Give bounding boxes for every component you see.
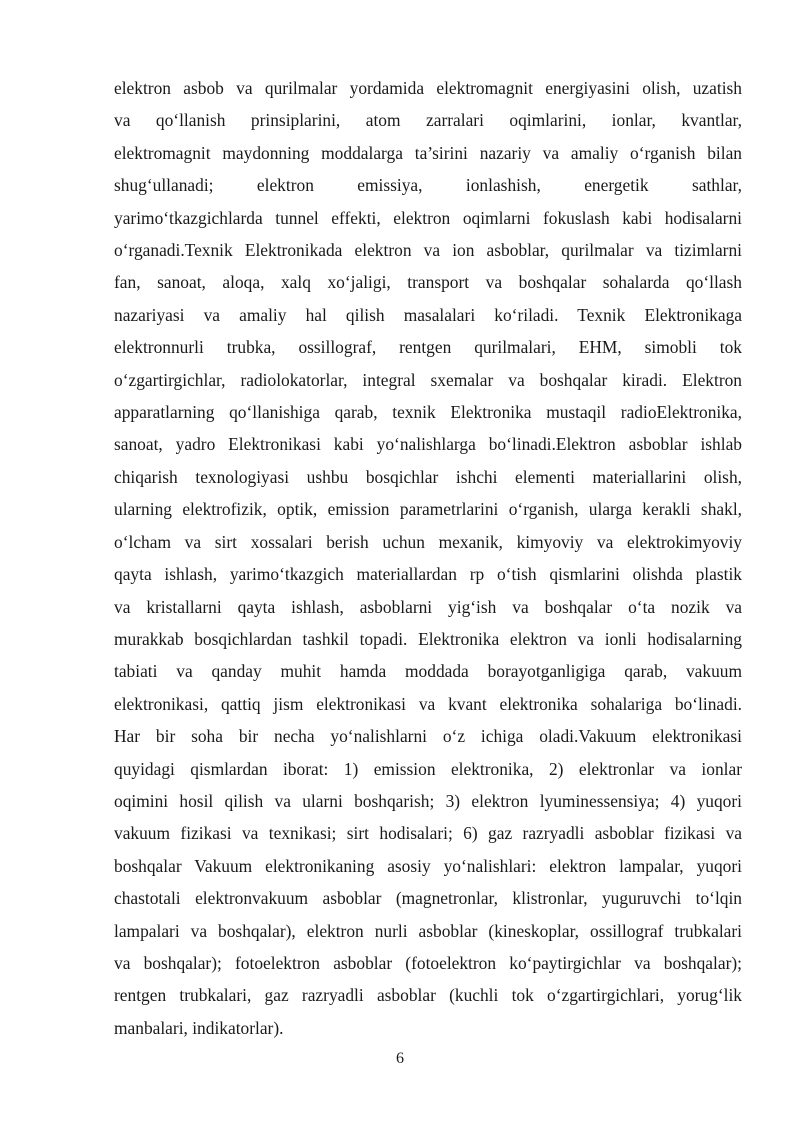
paragraph-line: manbalari, indikatorlar). — [114, 1017, 284, 1038]
paragraph-line: lampalari va boshqalar), elektron nurli asboblar (kineskoplar, ossillograf trubkalari — [114, 920, 742, 941]
paragraph-line: quyidagi qismlardan iborat: 1) emission elektronika, 2) elektronlar va ionlar — [114, 758, 742, 779]
paragraph-line: oqimini hosil qilish va ularni boshqarish; 3) elektron lyuminessensiya; 4) yuqori — [114, 790, 742, 811]
paragraph-line: elektronnurli trubka, ossillograf, rentgen qurilmalari, EHM, simobli tok — [114, 337, 742, 358]
paragraph-line: ularning elektrofizik, optik, emission parametrlarini o‘rganish, ularga kerakli shakl, — [114, 499, 742, 520]
paragraph-line: qayta ishlash, yarimo‘tkazgich materiallardan rp o‘tish qismlarini olishda plastik — [114, 564, 742, 585]
paragraph-line: vakuum fizikasi va texnikasi; sirt hodisalari; 6) gaz razryadli asboblar fizikasi va — [114, 823, 742, 844]
paragraph-line: rentgen trubkalari, gaz razryadli asboblar (kuchli tok o‘zgartirgichlari, yorug‘lik — [114, 985, 742, 1006]
paragraph-line: yarimo‘tkazgichlarda tunnel effekti, elektron oqimlarni fokuslash kabi hodisalarni — [114, 207, 742, 228]
paragraph-line: va boshqalar); fotoelektron asboblar (fotoelektron ko‘paytirgichlar va boshqalar); — [114, 952, 742, 973]
paragraph-line: o‘rganadi.Texnik Elektronikada elektron va ion asboblar, qurilmalar va tizimlarni — [114, 240, 742, 261]
paragraph-line: va qo‘llanish prinsiplarini, atom zarralari oqimlarini, ionlar, kvantlar, — [114, 110, 742, 131]
paragraph-line: apparatlarning qo‘llanishiga qarab, texnik Elektronika mustaqil radioElektronika, — [114, 402, 742, 423]
paragraph-line: fan, sanoat, aloqa, xalq xo‘jaligi, transport va boshqalar sohalarda qo‘llash — [114, 272, 742, 293]
paragraph-line: chastotali elektronvakuum asboblar (magnetronlar, klistronlar, yuguruvchi to‘lqin — [114, 888, 742, 909]
paragraph-line: nazariyasi va amaliy hal qilish masalalari ko‘riladi. Texnik Elektronikaga — [114, 304, 742, 325]
page-number: 6 — [396, 1050, 404, 1067]
paragraph-line: Har bir soha bir necha yo‘nalishlarni o‘z ichiga oladi.Vakuum elektronikasi — [114, 726, 742, 747]
paragraph-line: o‘lcham va sirt xossalari berish uchun mexanik, kimyoviy va elektrokimyoviy — [114, 531, 742, 552]
paragraph-line: tabiati va qanday muhit hamda moddada borayotganligiga qarab, vakuum — [114, 661, 742, 682]
paragraph-line: elektronikasi, qattiq jism elektronikasi va kvant elektronika sohalariga bo‘linadi. — [114, 693, 742, 714]
paragraph-line: elektromagnit maydonning moddalarga ta’sirini nazariy va amaliy o‘rganish bilan — [114, 142, 742, 163]
paragraph-line: murakkab bosqichlardan tashkil topadi. Elektronika elektron va ionli hodisalarning — [114, 628, 742, 649]
paragraph-line: sanoat, yadro Elektronikasi kabi yo‘nalishlarga bo‘linadi.Elektron asboblar ishlab — [114, 434, 742, 455]
paragraph-line: chiqarish texnologiyasi ushbu bosqichlar ishchi elementi materiallarini olish, — [114, 466, 742, 487]
body-paragraph — [114, 72, 742, 1044]
paragraph-line: va kristallarni qayta ishlash, asboblarni yig‘ish va boshqalar o‘ta nozik va — [114, 596, 742, 617]
paragraph-line: boshqalar Vakuum elektronikaning asosiy yo‘nalishlari: elektron lampalar, yuqori — [114, 855, 742, 876]
paragraph-line: shug‘ullanadi; elektron emissiya, ionlashish, energetik sathlar, — [114, 175, 742, 196]
paragraph-line: elektron asbob va qurilmalar yordamida elektromagnit energiyasini olish, uzatish — [114, 78, 742, 98]
paragraph-line: o‘zgartirgichlar, radiolokatorlar, integral sxemalar va boshqalar kiradi. Elektron — [114, 369, 742, 390]
